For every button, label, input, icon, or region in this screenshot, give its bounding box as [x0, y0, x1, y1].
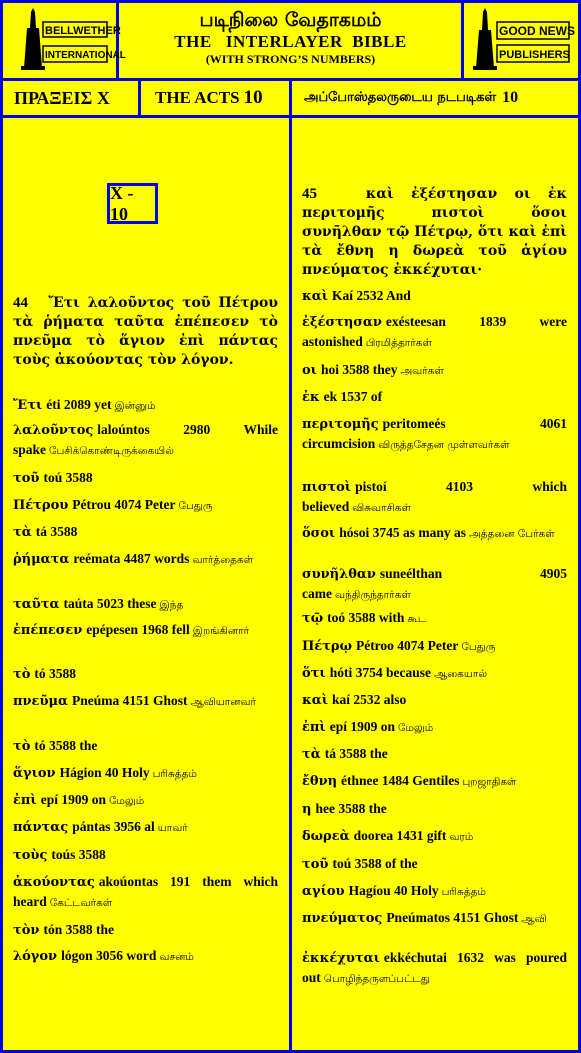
left-word-entry — [13, 817, 278, 838]
transliteration-strongs-gloss: tó 3588 — [34, 666, 77, 681]
tamil-gloss: பிரமித்தார்கள் — [365, 337, 432, 349]
greek-word: πάντας — [13, 820, 69, 835]
transliteration-strongs-gloss: toú 3588 of the — [332, 856, 418, 871]
greek-word: τῷ — [302, 611, 324, 626]
transliteration-strongs-gloss: hóti 3754 because — [329, 665, 431, 680]
greek-word: ἅγιον — [13, 766, 56, 781]
transliteration-strongs-gloss: hoi 3588 they — [320, 362, 398, 377]
tamil-gloss: விருத்தசேதன முள்ளவர்கள் — [378, 439, 510, 451]
left-word-entry — [13, 736, 278, 756]
greek-word: συνῆλθαν — [302, 567, 376, 582]
right-word-entry — [302, 854, 567, 874]
left-word-entry — [13, 395, 278, 416]
transliteration-strongs-gloss: pistoí 4103 which believed — [302, 479, 567, 514]
greek-word: ἐκ — [302, 390, 320, 405]
transliteration-strongs-gloss: doorea 1431 gift — [353, 828, 447, 843]
transliteration-strongs-gloss: hee 3588 the — [315, 801, 387, 816]
greek-word: αγίου — [302, 884, 345, 899]
greek-word: ῥήματα — [13, 552, 70, 567]
verse-44-text: Ἔτι λαλοῦντος τοῦ Πέτρου τὰ ῥήματα ταῦτα ἐπέπεσεν τὸ πνεῦμα τὸ ἅγιον ἐπὶ πάντας τοὺς ἀκούοντας τὸν λόγον. — [13, 295, 278, 368]
transliteration-strongs-gloss: peritomeés 4061 circumcision — [302, 416, 567, 451]
transliteration-strongs-gloss: Pneúmatos 4151 Ghost — [386, 910, 519, 925]
book-title-english-text: THE ACTS — [155, 88, 240, 107]
bellwether-logo — [6, 6, 126, 74]
right-word-entry — [302, 564, 567, 605]
rule-bookbar-1 — [138, 79, 141, 117]
transliteration-strongs-gloss: Hagíou 40 Holy — [348, 883, 439, 898]
greek-word: οι — [302, 363, 317, 378]
verse-45-text: καὶ ἐξέστησαν οι ἐκ περιτομῆς πιστοὶ ὅσοι συνῆλθαν τῷ Πέτρῳ, ὅτι καὶ ἐπὶ τὰ ἔθνη η δωρεὰ τοῦ ἁγίου πνεύματος ἐκκέχυται· — [302, 186, 568, 278]
transliteration-strongs-gloss: éti 2089 yet — [46, 397, 112, 412]
tamil-gloss: அத்தனை பேர்கள் — [469, 528, 555, 540]
right-word-entry — [302, 948, 567, 989]
greek-word: ἐπέπεσεν — [13, 623, 83, 638]
tamil-gloss: வார்த்தைகள் — [192, 554, 254, 566]
verse-45-number: 45 — [302, 186, 317, 202]
greek-word: ἐξέστησαν — [302, 315, 382, 330]
tamil-gloss: அவர்கள் — [400, 365, 444, 377]
greek-word: τὰ — [13, 525, 32, 540]
right-word-entry — [302, 799, 567, 819]
tamil-gloss: கேட்டவர்கள் — [49, 897, 113, 909]
transliteration-strongs-gloss: tón 3588 the — [43, 922, 114, 937]
tamil-gloss: வந்திருந்தார்கள் — [334, 589, 411, 601]
greek-word: τὸ — [13, 739, 31, 754]
rule-header-right — [461, 0, 464, 80]
verse-44 — [13, 294, 278, 370]
tamil-gloss: பரிசுத்தம் — [441, 886, 486, 898]
left-word-entry — [13, 620, 278, 641]
greek-word: πνεῦμα — [13, 694, 68, 709]
right-word-entry — [302, 744, 567, 764]
right-word-entry — [302, 286, 567, 306]
tamil-gloss: ஆவியானவர் — [190, 696, 256, 708]
book-title-english-number: 10 — [243, 87, 263, 108]
transliteration-strongs-gloss: akoúontas 191 them which heard — [13, 874, 278, 909]
greek-word: ἐπὶ — [302, 720, 326, 735]
left-word-entry — [13, 420, 278, 461]
transliteration-strongs-gloss: hósoi 3745 as many as — [339, 525, 466, 540]
transliteration-strongs-gloss: Hágion 40 Holy — [59, 765, 150, 780]
transliteration-strongs-gloss: epépesen 1968 fell — [86, 622, 190, 637]
greek-word: πνεύματος — [302, 911, 383, 926]
tamil-gloss: பேதுரு — [178, 500, 213, 512]
greek-word: δωρεὰ — [302, 829, 350, 844]
left-word-entry — [13, 549, 278, 570]
greek-word: ἀκούοντας — [13, 875, 95, 890]
transliteration-strongs-gloss: Pétrou 4074 Peter — [72, 497, 176, 512]
tamil-gloss: பொழிந்தருளப்பட்டது — [323, 973, 430, 985]
left-word-entry — [13, 495, 278, 516]
right-word-entry — [302, 771, 567, 792]
greek-word: τὸ — [13, 667, 31, 682]
bellwether-logo-line2: INTERNATIONAL — [45, 50, 126, 61]
verse-45 — [302, 185, 567, 280]
tamil-gloss: பேசிக்கொண்டிருக்கையில் — [49, 445, 174, 457]
transliteration-strongs-gloss: taúta 5023 these — [63, 596, 157, 611]
verse-44-number: 44 — [13, 295, 28, 311]
tamil-gloss: இன்னும் — [114, 400, 156, 412]
right-word-entry — [302, 312, 567, 353]
tamil-gloss: மேலும் — [397, 722, 434, 734]
greek-word: καὶ — [302, 693, 329, 708]
greek-word: τοῦ — [302, 857, 329, 872]
greek-word: Πέτρου — [13, 498, 69, 513]
greek-word: τοῦ — [13, 471, 40, 486]
greek-word: ὅτι — [302, 666, 326, 681]
transliteration-strongs-gloss: toó 3588 with — [327, 610, 405, 625]
greek-word: τοὺς — [13, 848, 48, 863]
left-word-entry — [13, 872, 278, 913]
right-word-entry — [302, 690, 567, 710]
right-word-entry — [302, 636, 567, 657]
greek-word: ἐκκέχυται — [302, 951, 380, 966]
tamil-gloss: புறஜாதிகள் — [462, 776, 517, 788]
left-word-entry — [13, 522, 278, 542]
greek-word: ὅσοι — [302, 526, 336, 541]
transliteration-strongs-gloss: éthnee 1484 Gentiles — [341, 773, 460, 788]
tamil-gloss: ஆகையால் — [433, 668, 488, 680]
tamil-gloss: இறங்கினார் — [192, 625, 250, 637]
right-word-entry — [302, 523, 567, 544]
left-word-entry — [13, 845, 278, 865]
greek-word: η — [302, 802, 312, 817]
transliteration-strongs-gloss: tá 3588 — [35, 524, 78, 539]
transliteration-strongs-gloss: epí 1909 on — [329, 719, 395, 734]
rule-header-left — [116, 0, 119, 80]
greek-word: πιστοὶ — [302, 480, 352, 495]
greek-word: καὶ — [302, 289, 329, 304]
right-word-entry — [302, 387, 567, 407]
right-word-entry — [302, 826, 567, 847]
bellwether-logo-line1: BELLWETHER — [45, 25, 121, 37]
left-word-entry — [13, 763, 278, 784]
right-word-entry — [302, 663, 567, 684]
greek-word: ἔθνη — [302, 774, 338, 789]
right-word-entry — [302, 360, 567, 381]
tamil-gloss: கூட — [407, 613, 427, 625]
tamil-gloss: வசனம் — [159, 951, 194, 963]
transliteration-strongs-gloss: tá 3588 the — [324, 746, 388, 761]
right-word-entry — [302, 477, 567, 518]
transliteration-strongs-gloss: toús 3588 — [51, 847, 106, 862]
transliteration-strongs-gloss: Kaí 2532 And — [332, 288, 411, 303]
goodnews-logo-line2: PUBLISHERS — [499, 49, 570, 61]
transliteration-strongs-gloss: epí 1909 on — [40, 792, 106, 807]
left-word-entry — [13, 594, 278, 615]
book-title-tamil-text: அப்போஸ்தலருடைய நடபடிகள் — [304, 90, 497, 105]
left-word-entry — [13, 920, 278, 940]
transliteration-strongs-gloss: reémata 4487 words — [73, 551, 190, 566]
title-main: THE INTERLAYER BIBLE — [174, 32, 407, 51]
greek-word: ἐπὶ — [13, 793, 37, 808]
greek-word: Πέτρῳ — [302, 639, 352, 654]
right-word-entry — [302, 881, 567, 902]
tamil-gloss: இந்த — [159, 599, 184, 611]
left-word-entry — [13, 946, 278, 967]
transliteration-strongs-gloss: tó 3588 the — [34, 738, 98, 753]
title-sub: (WITH STRONG’S NUMBERS) — [205, 52, 376, 66]
book-title-english — [155, 81, 263, 115]
transliteration-strongs-gloss: suneélthan 4905 came — [302, 566, 567, 601]
goodnews-logo-line1: GOOD NEWS — [499, 24, 576, 38]
right-word-entry — [302, 717, 567, 738]
transliteration-strongs-gloss: ek 1537 of — [323, 389, 383, 404]
title-block — [120, 3, 461, 77]
column-divider — [289, 79, 292, 1053]
greek-word: Ἔτι — [13, 398, 43, 413]
left-word-entry — [13, 790, 278, 811]
transliteration-strongs-gloss: Pétroo 4074 Peter — [355, 638, 459, 653]
title-tamil: படிநிலை வேதாகமம் — [199, 9, 382, 31]
book-title-greek: ΠΡΑΞΕΙΣ Χ — [14, 87, 110, 108]
tamil-gloss: வரம் — [449, 831, 474, 843]
transliteration-strongs-gloss: laloúntos 2980 While spake — [13, 422, 278, 457]
tamil-gloss: ஆவி — [521, 913, 547, 925]
transliteration-strongs-gloss: toú 3588 — [43, 470, 93, 485]
greek-word: περιτομῆς — [302, 417, 379, 432]
tamil-gloss: விசுவாசிகள் — [352, 502, 411, 514]
right-word-entry — [302, 414, 567, 455]
left-word-entry — [13, 691, 278, 712]
greek-word: ταῦτα — [13, 597, 60, 612]
transliteration-strongs-gloss: pántas 3956 al — [72, 819, 155, 834]
book-title-tamil-number: 10 — [502, 89, 519, 106]
chapter-box: X - 10 — [107, 183, 158, 224]
right-word-entry — [302, 608, 567, 629]
transliteration-strongs-gloss: lógon 3056 word — [61, 948, 157, 963]
tamil-gloss: பரிசுத்தம் — [152, 768, 197, 780]
transliteration-strongs-gloss: exésteesan 1839 were astonished — [302, 314, 567, 349]
left-word-entry — [13, 468, 278, 488]
tamil-gloss: மேலும் — [108, 795, 145, 807]
greek-word: τὸν — [13, 923, 40, 938]
tamil-gloss: யாவர் — [157, 822, 188, 834]
right-word-entry — [302, 908, 567, 929]
tamil-gloss: பேதுரு — [461, 641, 496, 653]
greek-word: τὰ — [302, 747, 321, 762]
transliteration-strongs-gloss: kaí 2532 also — [332, 692, 407, 707]
greek-word: λαλοῦντος — [13, 423, 94, 438]
book-title-tamil — [304, 81, 518, 115]
goodnews-logo — [467, 6, 575, 74]
transliteration-strongs-gloss: ekkéchutai 1632 was poured out — [302, 950, 567, 985]
transliteration-strongs-gloss: Pneúma 4151 Ghost — [71, 693, 188, 708]
greek-word: λόγον — [13, 949, 58, 964]
left-word-entry — [13, 664, 278, 684]
